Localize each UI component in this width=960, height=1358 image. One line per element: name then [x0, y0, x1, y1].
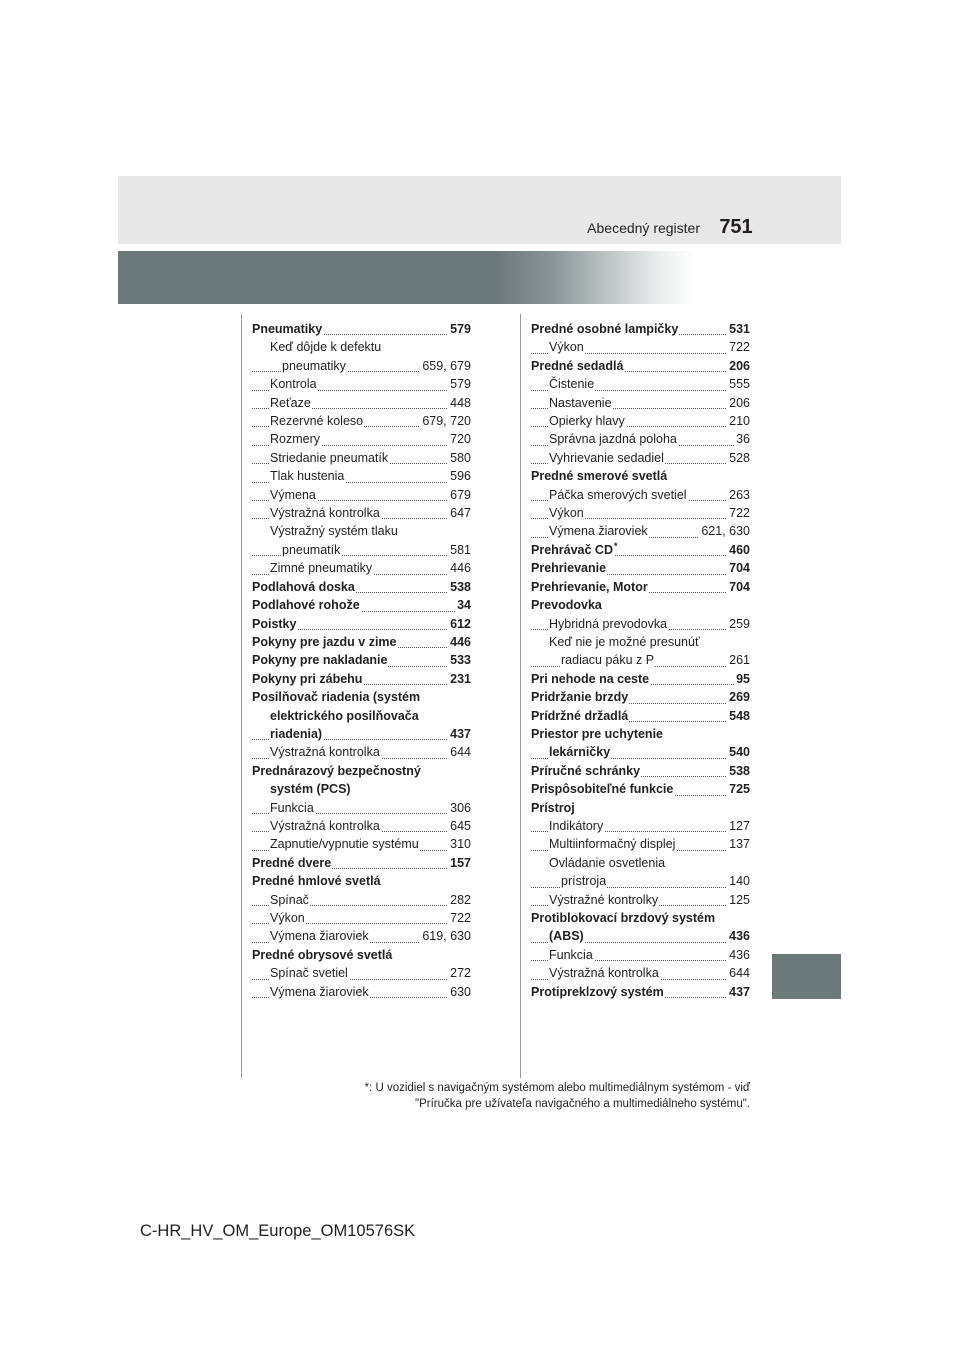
entry-page: 137: [727, 835, 750, 853]
index-entry: [531, 872, 750, 890]
entry-term: Nastavenie: [549, 395, 612, 410]
entry-term: Výstražná kontrolka: [270, 745, 380, 760]
index-entry: [252, 743, 471, 761]
entry-page: 206: [727, 394, 750, 412]
entry-page: 630: [448, 983, 471, 1001]
index-entry: [531, 780, 750, 798]
entry-term: Výstražný systém tlaku: [270, 524, 398, 539]
entry-term: Predné sedadlá: [531, 358, 624, 373]
index-entry: [531, 651, 750, 669]
entry-term: Výstražná kontrolka: [549, 966, 659, 981]
entry-term: Výkon: [549, 340, 584, 355]
index-entry: [252, 320, 471, 338]
entry-term: Výmena žiaroviek: [270, 984, 369, 999]
entry-page: 533: [448, 651, 471, 669]
index-entry: [531, 927, 750, 945]
entry-term: Spínač: [270, 892, 309, 907]
entry-term: Kontrola: [270, 377, 317, 392]
index-entry: [252, 983, 471, 1001]
entry-term: Výkon: [270, 911, 305, 925]
entry-page: 612: [448, 615, 471, 633]
index-entry: [252, 596, 471, 614]
entry-term: Prevodovka: [531, 598, 602, 613]
entry-term: Prednárazový bezpečnostný: [252, 763, 421, 778]
index-entry: [252, 707, 471, 725]
index-entry: [531, 707, 750, 725]
entry-term: Hybridná prevodovka: [549, 616, 668, 631]
footnote-marker: *: [614, 540, 618, 551]
entry-page: 722: [727, 504, 750, 522]
index-entry: [531, 357, 750, 375]
entry-page: 538: [448, 578, 471, 596]
entry-term: Prispôsobiteľné funkcie: [531, 782, 674, 797]
chapter-tab: [772, 954, 841, 999]
index-entry: [531, 578, 750, 596]
index-entry: [531, 559, 750, 577]
entry-term: Spínač svetiel: [270, 966, 348, 981]
index-entry: [252, 762, 471, 780]
entry-term: lekárničky: [549, 745, 611, 760]
entry-page: 310: [448, 835, 471, 853]
entry-term: Predné osobné lampičky: [531, 322, 679, 336]
entry-page: 528: [727, 449, 750, 467]
index-entry: [252, 375, 471, 393]
section-title: Abecedný register: [587, 220, 700, 236]
entry-term: Rezervné koleso: [270, 414, 364, 429]
index-column-left: [252, 320, 471, 1001]
entry-term: Poistky: [252, 616, 297, 631]
entry-page: 127: [727, 817, 750, 835]
entry-page: 34: [455, 596, 471, 614]
entry-term: Výmena žiaroviek: [270, 929, 369, 944]
index-entry: [531, 817, 750, 835]
index-entry: [531, 909, 750, 927]
entry-term: pneumatík: [282, 542, 341, 557]
entry-term: Zapnutie/vypnutie systému: [270, 837, 419, 852]
index-entry: [531, 633, 750, 651]
entry-page: 436: [727, 946, 750, 964]
entry-page: 644: [448, 743, 471, 761]
document-id: C-HR_HV_OM_Europe_OM10576SK: [140, 1222, 416, 1240]
index-column-right: [531, 320, 750, 1001]
index-entry: [252, 651, 471, 669]
entry-term: Pokyny pri zábehu: [252, 671, 363, 686]
entry-page: 446: [448, 633, 471, 651]
index-entry: [531, 615, 750, 633]
entry-term: Predné hmlové svetlá: [252, 874, 381, 889]
index-entry: [252, 946, 471, 964]
entry-term: Predné smerové svetlá: [531, 469, 668, 484]
entry-term: Opierky hlavy: [549, 414, 625, 429]
entry-page: 231: [448, 670, 471, 688]
index-entry: [252, 817, 471, 835]
footnote: [190, 1080, 750, 1112]
entry-term: Výkon: [549, 506, 584, 521]
index-entry: [252, 467, 471, 485]
entry-page: 596: [448, 467, 471, 485]
entry-term: Výmena žiaroviek: [549, 524, 648, 539]
entry-page: 647: [448, 504, 471, 522]
index-entry: [252, 872, 471, 890]
entry-page: 645: [448, 817, 471, 835]
entry-page: 206: [727, 357, 750, 375]
page-number: 751: [719, 216, 753, 238]
entry-page: 210: [727, 412, 750, 430]
entry-term: Podlahová doska: [252, 579, 355, 594]
entry-term: Protiblokovací brzdový systém: [531, 911, 716, 925]
entry-term: Funkcia: [549, 947, 593, 962]
entry-page: 722: [727, 338, 750, 356]
entry-page: 704: [727, 559, 750, 577]
entry-term: Prístroj: [531, 800, 575, 815]
entry-page: 722: [448, 909, 471, 927]
index-entry: [252, 338, 471, 356]
entry-term: Prídržné držadlá: [531, 708, 629, 723]
entry-page: 272: [448, 964, 471, 982]
index-entry: [252, 780, 471, 798]
index-entry: [531, 596, 750, 614]
entry-term: prístroja: [561, 874, 607, 889]
entry-term: Prehrávač CD: [531, 542, 613, 557]
entry-page: 581: [448, 541, 471, 559]
entry-term: Pokyny pre nakladanie: [252, 653, 388, 668]
index-entry: [531, 394, 750, 412]
entry-page: 725: [727, 780, 750, 798]
entry-page: 448: [448, 394, 471, 412]
index-entry: [252, 559, 471, 577]
entry-term: Reťaze: [270, 395, 311, 410]
entry-page: 704: [727, 578, 750, 596]
index-entry: [531, 541, 750, 559]
column-divider-middle: [520, 314, 521, 1078]
entry-page: 140: [727, 872, 750, 890]
index-entry: [252, 430, 471, 448]
entry-term: Ovládanie osvetlenia: [549, 855, 666, 870]
index-entry: [531, 762, 750, 780]
index-entry: [531, 430, 750, 448]
entry-term: Výmena: [270, 487, 316, 502]
index-entry: [531, 412, 750, 430]
index-entry: [252, 964, 471, 982]
index-entry: [252, 449, 471, 467]
entry-page: 580: [448, 449, 471, 467]
entry-term: riadenia): [270, 726, 323, 741]
entry-page: 261: [727, 651, 750, 669]
entry-page: 259: [727, 615, 750, 633]
index-entry: [531, 449, 750, 467]
index-entry: [252, 909, 471, 927]
entry-term: Keď dôjde k defektu: [270, 340, 382, 355]
entry-term: Striedanie pneumatík: [270, 450, 389, 465]
entry-page: 619, 630: [420, 927, 471, 945]
index-entry: [252, 615, 471, 633]
entry-page: 659, 679: [420, 357, 471, 375]
entry-page: 282: [448, 891, 471, 909]
entry-term: Príručné schránky: [531, 763, 641, 778]
entry-term: Pneumatiky: [252, 322, 323, 336]
index-entry: [531, 338, 750, 356]
index-entry: [252, 578, 471, 596]
index-entry: [531, 854, 750, 872]
entry-term: Funkcia: [270, 800, 314, 815]
entry-term: Správna jazdná poloha: [549, 432, 677, 447]
entry-page: 95: [734, 670, 750, 688]
entry-page: 36: [734, 430, 750, 448]
entry-term: Protipreklzový systém: [531, 984, 664, 999]
entry-term: Tlak hustenia: [270, 469, 345, 484]
entry-term: Keď nie je možné presunúť: [549, 634, 700, 649]
index-entry: [531, 504, 750, 522]
index-entry: [252, 835, 471, 853]
index-entry: [531, 725, 750, 743]
entry-term: Pokyny pre jazdu v zime: [252, 634, 397, 649]
index-entry: [252, 357, 471, 375]
entry-page: 548: [727, 707, 750, 725]
index-entry: [531, 946, 750, 964]
entry-term: Predné dvere: [252, 855, 332, 870]
entry-term: Multiinformačný displej: [549, 837, 676, 852]
entry-page: 679: [448, 486, 471, 504]
index-entry: [252, 522, 471, 540]
entry-page: 579: [448, 375, 471, 393]
entry-term: Podlahové rohože: [252, 598, 360, 613]
entry-term: Výstražné kontrolky: [549, 892, 659, 907]
index-entry: [252, 670, 471, 688]
entry-term: Prehrievanie: [531, 561, 607, 576]
entry-term: systém (PCS): [270, 782, 351, 797]
entry-page: 437: [448, 725, 471, 743]
footnote-line-2: "Príručka pre užívateľa navigačného a multimediálneho systému".: [415, 1098, 750, 1110]
index-entry: [531, 375, 750, 393]
entry-page: 679, 720: [420, 412, 471, 430]
entry-page: 157: [448, 854, 471, 872]
entry-term: (ABS): [549, 929, 584, 944]
entry-term: Páčka smerových svetiel: [549, 487, 687, 502]
entry-page: 436: [727, 927, 750, 945]
entry-term: Indikátory: [549, 818, 604, 833]
index-entry: [252, 854, 471, 872]
entry-page: 555: [727, 375, 750, 393]
index-entry: [531, 522, 750, 540]
footnote-line-1: *: U vozidiel s navigačným systémom alebo multimediálnym systémom - viď: [364, 1082, 750, 1094]
index-entry: [531, 964, 750, 982]
index-entry: [531, 467, 750, 485]
index-entry: [252, 412, 471, 430]
index-entry: [252, 725, 471, 743]
index-entry: [531, 743, 750, 761]
index-entry: [531, 486, 750, 504]
entry-page: 644: [727, 964, 750, 982]
index-entry: [531, 891, 750, 909]
index-entry: [531, 688, 750, 706]
entry-term: Pri nehode na ceste: [531, 671, 650, 686]
entry-page: 621, 630: [699, 522, 750, 540]
entry-page: 306: [448, 799, 471, 817]
entry-page: 460: [727, 541, 750, 559]
entry-page: 269: [727, 688, 750, 706]
index-entry: [252, 891, 471, 909]
entry-page: 531: [727, 320, 750, 338]
entry-term: Posilňovač riadenia (systém: [252, 690, 421, 705]
entry-term: pneumatiky: [282, 358, 346, 373]
index-entry: [252, 688, 471, 706]
index-entry: [531, 983, 750, 1001]
index-entry: [252, 504, 471, 522]
entry-term: Rozmery: [270, 432, 321, 447]
entry-term: Výstražná kontrolka: [270, 506, 380, 521]
entry-term: Výstražná kontrolka: [270, 818, 380, 833]
entry-term: radiacu páku z P: [561, 653, 655, 668]
index-entry: [252, 394, 471, 412]
entry-page: 437: [727, 983, 750, 1001]
entry-term: Prehrievanie, Motor: [531, 579, 648, 594]
entry-term: Pridržanie brzdy: [531, 690, 629, 705]
index-entry: [531, 835, 750, 853]
entry-term: elektrického posilňovača: [270, 708, 419, 723]
index-entry: [252, 633, 471, 651]
decorative-band: [118, 251, 841, 304]
entry-page: 538: [727, 762, 750, 780]
index-entry: [531, 320, 750, 338]
index-entry: [252, 927, 471, 945]
index-entry: [252, 799, 471, 817]
entry-page: 540: [727, 743, 750, 761]
entry-page: 720: [448, 430, 471, 448]
column-divider-left: [241, 314, 242, 1078]
index-entry: [252, 541, 471, 559]
index-entry: [531, 799, 750, 817]
index-entry: [252, 486, 471, 504]
entry-term: Zimné pneumatiky: [270, 561, 373, 576]
entry-page: 446: [448, 559, 471, 577]
entry-page: 125: [727, 891, 750, 909]
entry-term: Čistenie: [549, 377, 595, 392]
entry-term: Vyhrievanie sedadiel: [549, 450, 664, 465]
index-entry: [531, 670, 750, 688]
entry-term: Priestor pre uchytenie: [531, 726, 663, 741]
entry-page: 579: [448, 320, 471, 338]
entry-term: Predné obrysové svetlá: [252, 947, 393, 962]
entry-page: 263: [727, 486, 750, 504]
